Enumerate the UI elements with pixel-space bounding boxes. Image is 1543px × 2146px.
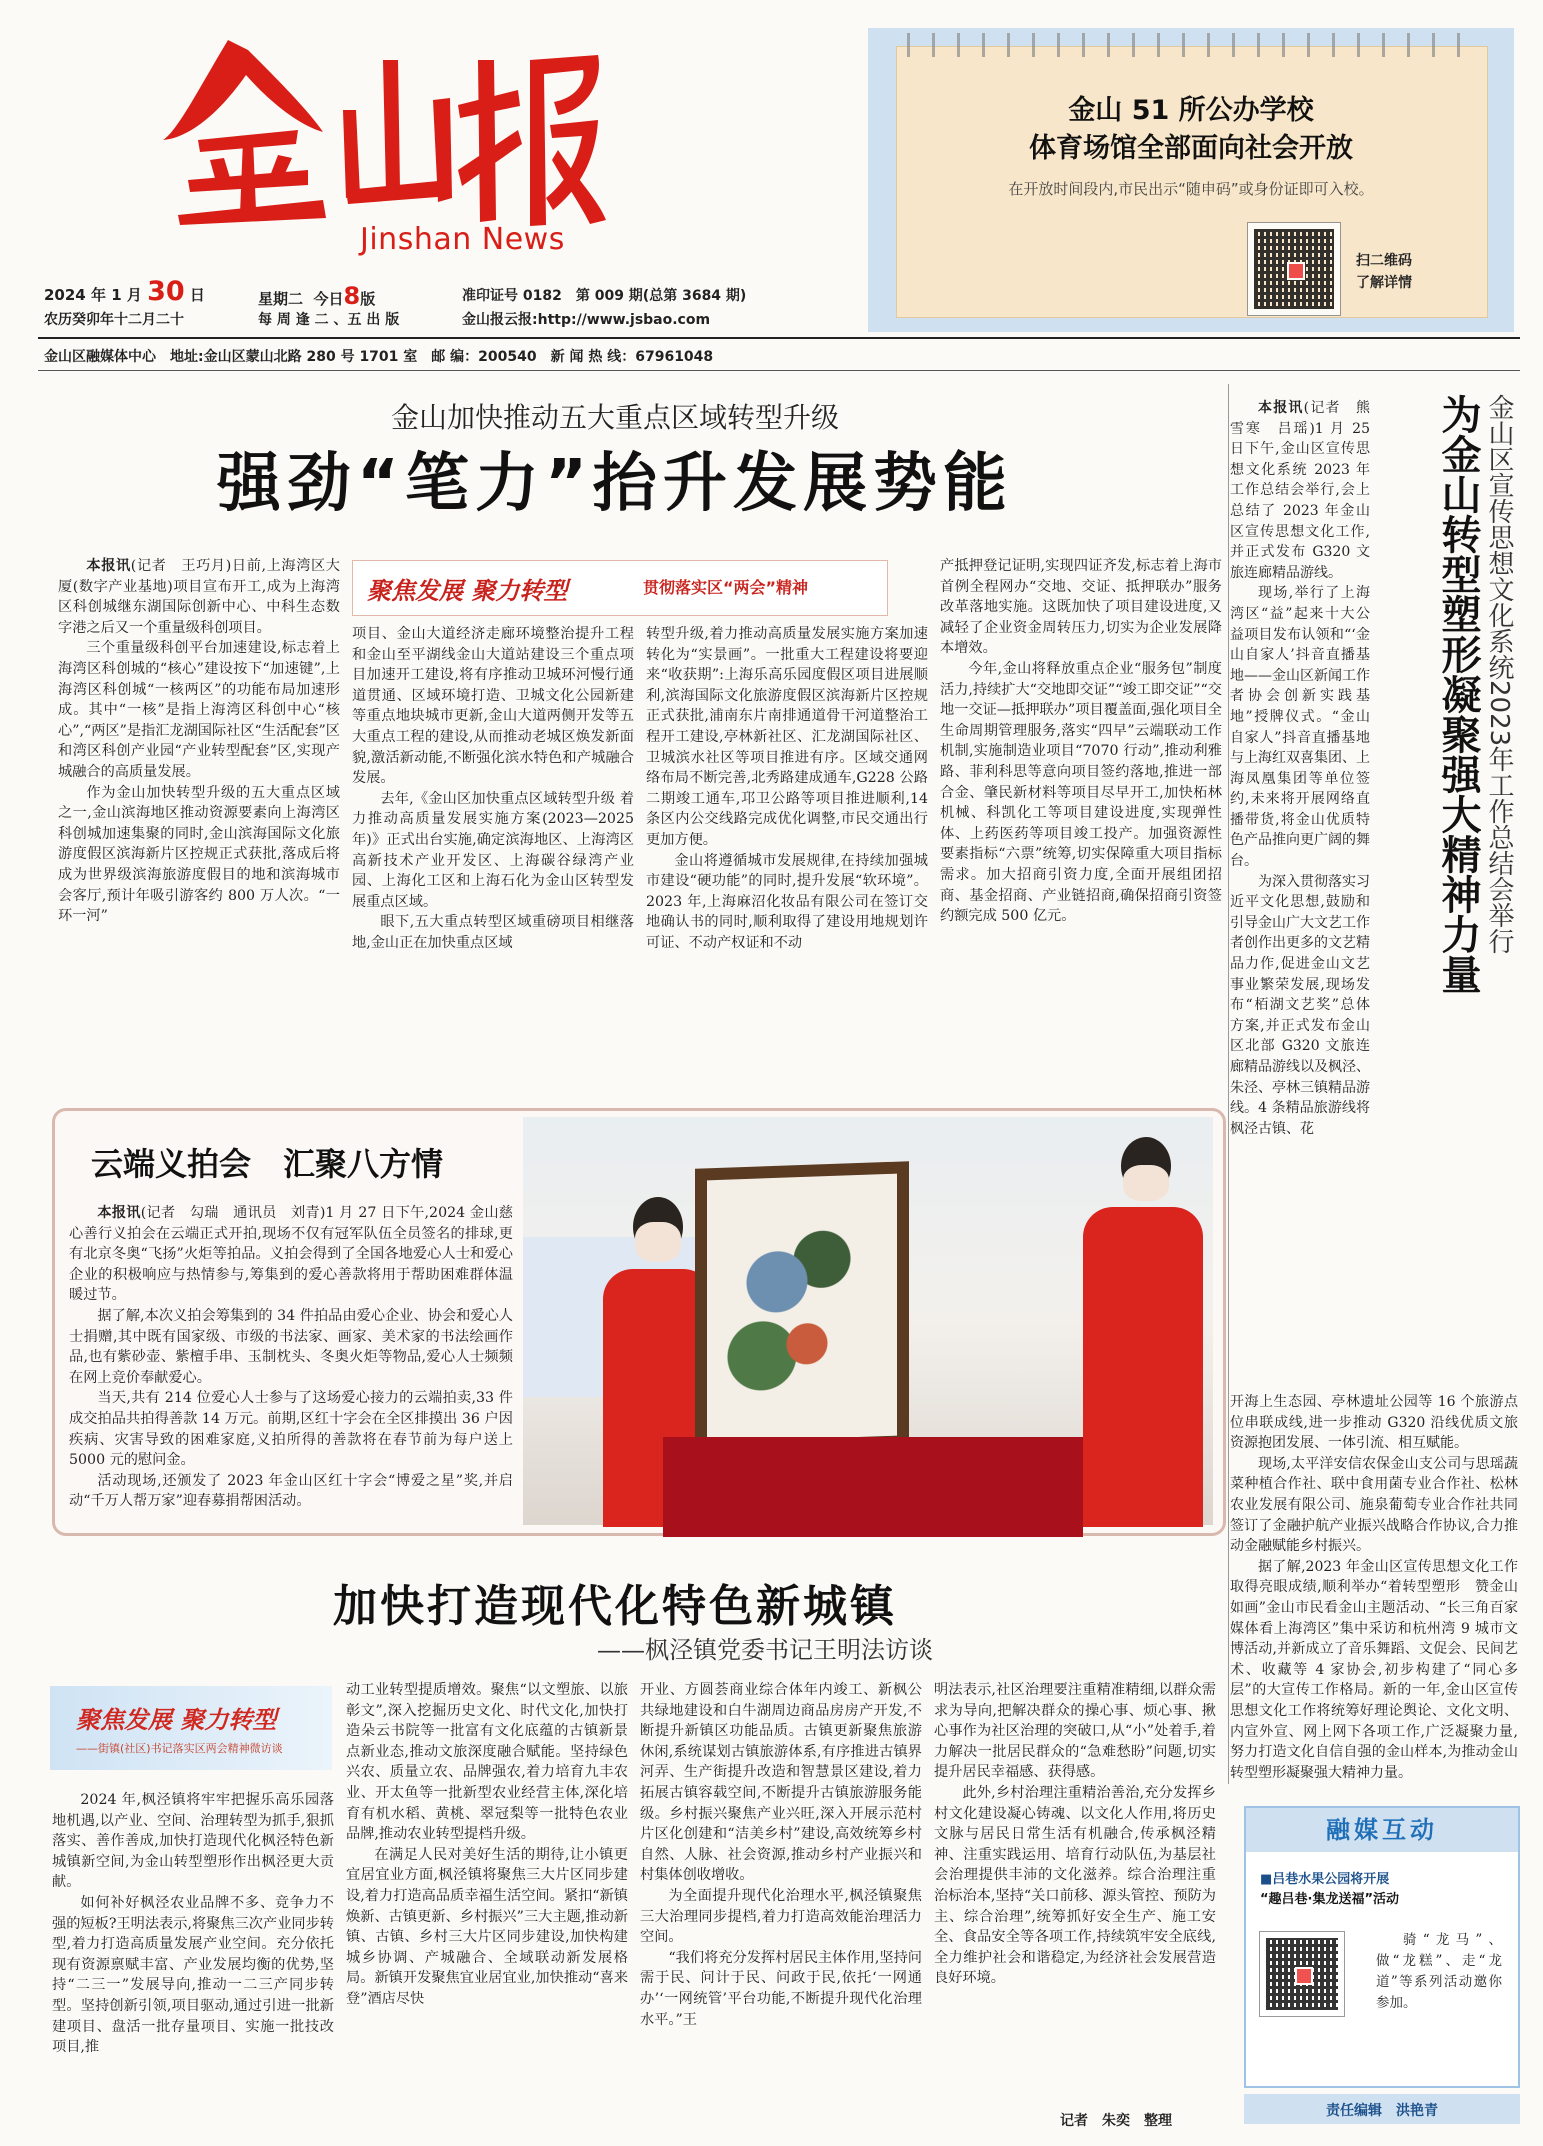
town-col2-p2: 在满足人民对美好生活的期待,让小镇更宜居宜业方面,枫泾镇将聚焦三大片区同步建设,着力打造高品质幸福生活空间。紧扣“新镇焕新、古镇更新、乡村振兴”三大主题,推动新镇、古镇、乡村三大片区同步建设,加快构建城乡协调、产城融合、全域联动新发展格局。新镇开发聚焦宜业居宜业,加快推动“喜来登”酒店尽快 (346, 1846, 628, 2007)
qr-logo-icon (1287, 262, 1305, 280)
town-banner-title: 聚焦发展 聚力转型 (76, 1706, 277, 1734)
lead-col-4 (940, 556, 1222, 1090)
town-credit: 记者 朱奕 整理 (1060, 2113, 1172, 2129)
town-col3-p3: “我们将充分发挥村居民主体作用,坚持问需于民、问计于民、问政于民,依托‘一网通办’‘一网统管’平台功能,不断提升现代化治理水平。”王 (640, 1949, 922, 2028)
auction-text (69, 1203, 513, 1523)
qr-logo-icon (1295, 1967, 1313, 1985)
masthead-logo (158, 20, 608, 230)
notice-title-2: 体育场馆全部面向社会开放 (1029, 133, 1353, 164)
right-headline: 为金山转型塑形凝聚强大精神力量 (1435, 394, 1481, 994)
town-col3-p1: 开业、方圆荟商业综合体年内竣工、新枫公共绿地建设和白牛湖周边商品房房产开发,不断提升新镇区功能品质。古镇更新聚焦旅游休闲,系统谋划古镇旅游体系,有序推进古镇界河弄、生产街提升改造和智慧景区建设,着力拓展古镇容载空间,不断提升古镇旅游服务能级。乡村振兴聚焦产业兴旺,深入开展示范村片区化创建和“洁美乡村”建设,高效统筹乡村自然、人脉、社会资源,推动乡村产业振兴和村集体创收增收。 (640, 1682, 922, 1884)
notice-qr-code[interactable] (1248, 223, 1340, 315)
issue-date (44, 276, 205, 307)
photo-person-right (1083, 1137, 1203, 1527)
right-p6: 据了解,2023 年金山区宣传思想文化工作取得亮眼成绩,顺利举办“着转型塑形 赞金山如画”金山市民看金山主题活动、“长三角百家媒体看上海湾区”集中采访和杭州湾 9 城市文博活动,并新成立了音乐舞蹈、文促会、民间艺术、收藏等 4 家协会,初步构建了“同心多层”的大宣传工作格局。新的一年,金山区宣传思想文化工作将统筹好理论舆论、文化文明、内宣外宣、网上网下各项工作,广泛凝聚力量,努力打造文化自信自强的金山样本,为推动金山转型塑形凝聚强大精神力量。 (1230, 1558, 1518, 1781)
auction-box (52, 1108, 1226, 1536)
town-col-4 (934, 1680, 1216, 2100)
media-qr-code[interactable] (1260, 1932, 1344, 2016)
lead-col4-p2: 今年,金山将释放重点企业“服务包”制度活力,持续扩大“交地即交证”“竣工即交证”“交地一交证—抵押联办”项目覆盖面,强化项目全生命周期管理服务,落实“四早”云端联动工作机制,实施制造业项目“7070 行动”,推动利雅路、菲利科思等意向项目签约落地,推进一部合金、肇民新材料等项目尽早开工,加快柘林机械、科凯化工等项目建设进度,实现弹性体、上药医药等项目竣工投产。加强资源性要素指标“六票”统筹,切实保障重大项目指标需求。加大招商引资力度,全面开展组团招商、基金招商、产业链招商,确保招商引资签约额完成 500 亿元。 (940, 660, 1222, 925)
auction-p4: 活动现场,还颁发了 2023 年金山区红十字会“博爱之星”奖,并启动“千万人帮万家”迎春募捐帮困活动。 (69, 1472, 513, 1510)
masthead-bottom-rule (38, 370, 1520, 371)
town-col-2 (346, 1680, 628, 2132)
lead-headline: 强劲“笔力”抬升发展势能 (216, 447, 1014, 521)
lead-byline-tag: 本报讯 (86, 558, 131, 574)
publish-schedule: 每 周 逢 二 、五 出 版 (258, 312, 400, 328)
right-wide-col (1230, 1392, 1518, 1781)
right-p2: 现场,举行了上海湾区“益”起来十大公益项目发布认领和“‘金山自家人’抖音直播基地——金山区新闻工作者协会创新实践基地”授牌仪式。“金山自家人”抖音直播基地与上海红双喜集团、上海凤凰集团等单位签约,未来将开展网络直播带货,将金山优质特色产品推向更广阔的舞台。 (1230, 585, 1370, 870)
right-p3: 为深入贯彻落实习近平文化思想,鼓励和引导金山广大文艺工作者创作出更多的文艺精品力作,促进金山文艺事业繁荣发展,现场发布“栢湖文艺奖”总体方案,并正式发布金山区北部 G320 文旅连廊精品游线以及枫泾、朱泾、亭林三镇精品游线。4 条精品旅游线将枫泾古镇、花 (1230, 873, 1370, 1137)
auction-headline: 云端义拍会 汇聚八方情 (91, 1145, 444, 1183)
town-banner-sub: ——街镇(社区)书记落实区两会精神微访谈 (76, 1742, 283, 1755)
right-p1: 1 月 25 日下午,金山区宣传思想文化系统 2023 年工作总结会举行,会上总结了 2023 年金山区宣传思想文化工作,并正式发布 G320 文旅连廊精品游线。 (1230, 420, 1370, 581)
town-col4-p1: 明法表示,社区治理要注重精准精细,以群众需求为导向,把解决群众的操心事、烦心事、揪心事作为社区治理的突破口,从“小”处着手,着力解决一批居民群众的“急难愁盼”问题,切实提升居民幸福感、获得感。 (934, 1682, 1216, 1781)
masthead-rule (38, 337, 1520, 339)
town-col2-p1: 动工业转型提质增效。聚焦“以文塑旅、以旅彰文”,深入挖掘历史文化、时代文化,加快打造朵云书院等一批富有文化底蕴的古镇新景点新业态,推动文旅深度融合赋能。坚持绿色兴农、质量立农、品牌强农,着力培育九丰农业、开太鱼等一批新型农业经营主体,深化培育有机水稻、黄桃、翠冠梨等一批特色农业品牌,推动农业转型提档升级。 (346, 1682, 628, 1843)
lead-col3-p1: 转型升级,着力推动高质量发展实施方案加速转化为“实景画”。一批重大工程建设将要迎来“收获期”:上海乐高乐园度假区项目进展顺利,滨海国际文化旅游度假区滨海新片区控规正式获批,浦南东片南排通道骨干河道整治工程开工建设,亭林新社区、汇龙湖国际社区、卫城滨水社区等项目推进有序。区域交通网络布局不断完善,北秀路建成通车,G228 公路二期竣工通车,邛卫公路等项目推进顺利,14 条区内公交线路完成优化调整,市民交通出行更加方便。 (646, 626, 928, 848)
lead-col4-p1: 产抵押登记证明,实现四证齐发,标志着上海市首例全程网办“交地、交证、抵押联办”服务改革落地实施。这既加快了项目建设进度,又减轻了企业资金周转压力,切实为企业发展降本增效。 (940, 558, 1222, 657)
lead-col2-p2: 去年,《金山区加快重点区域转型升级 着力推动高质量发展实施方案(2023—2025 年)》正式出台实施,确定滨海地区、上海湾区高新技术产业开发区、上海碳谷绿湾产业园、上海化工区和上海石化为金山区转型发展重点区域。 (352, 790, 634, 910)
right-column-divider (1228, 384, 1229, 1784)
town-col-3 (640, 1680, 922, 2132)
lead-col2-p3: 眼下,五大重点转型区域重磅项目相继落地,金山正在加快重点区域 (352, 914, 634, 951)
town-headline: 加快打造现代化特色新城镇 (333, 1581, 897, 1632)
town-col-1 (52, 1790, 334, 2132)
notice-title-1: 金山 51 所公办学校 (1068, 95, 1314, 126)
permit-number: 准印证号 0182 第 009 期(总第 3684 期) (462, 288, 747, 304)
photo-table (663, 1437, 1083, 1537)
masthead (0, 0, 870, 380)
lead-col2-p1: 项目、金山大道经济走廊环境整治提升工程和金山至平湖线金山大道站建设三个重点项目加速开工建设,将有序推动卫城环河慢行通道贯通、区域环境打造、卫城文化公园新建等重点地块城市更新,金山大道两侧开发等五大重点工程的建设,从而推动老城区焕发新面貌,激活新动能,不断强化滨水特色和产城融合发展。 (352, 626, 634, 787)
lead-col-2 (352, 624, 634, 1090)
pages-count: 8 (343, 282, 361, 310)
auction-p3: 当天,共有 214 位爱心人士参与了这场爱心接力的云端拍卖,33 件成交拍品共拍得善款 14 万元。前期,区红十字会在全区排摸出 36 户因疾病、灾害导致的困难家庭,义拍所得的善款将在春节前为每户送上 5000 元的慰问金。 (69, 1390, 513, 1469)
town-col3-p2: 为全面提升现代化治理水平,枫泾镇聚焦三大治理同步提档,着力打造高效能治理活力空间。 (640, 1887, 922, 1946)
lead-banner (352, 560, 888, 616)
lead-byline: (记者 王巧月) (130, 558, 232, 574)
auction-photo (523, 1117, 1213, 1525)
right-narrow-col (1230, 398, 1370, 1384)
lead-col-3 (646, 624, 928, 1090)
pages-label: 今日 (313, 290, 344, 308)
editor-credit: 责任编辑 洪艳青 (1326, 2103, 1438, 2119)
lead-kicker: 金山加快推动五大重点区域转型升级 (390, 401, 839, 434)
media-promo-text: 骑“龙马”、做“龙糕”、走“龙道”等系列活动邀你参加。 (1376, 1932, 1502, 2011)
notice-scan-line-2: 了解详情 (1356, 275, 1412, 291)
town-col1-p2: 如何补好枫泾农业品牌不多、竞争力不强的短板?王明法表示,将聚焦三次产业同步转型,着力打造高质量发展产业空间。充分依托现有资源禀赋丰富、产业发展均衡的优势,坚持“二三一”发展导向,推动一二三产同步转型。坚持创新引领,项目驱动,通过引进一批新建项目、盘活一批存量项目、实施一批技改项目,推 (52, 1894, 334, 2056)
date-year-month: 2024 年 1 月 (44, 286, 142, 304)
notice-rings (907, 33, 1477, 57)
weekday: 星期二 (258, 290, 304, 308)
town-banner (50, 1686, 332, 1770)
date-ri: 日 (189, 286, 205, 304)
weekday-pages (258, 282, 375, 310)
lead-col1-p2: 三个重量级科创平台加速建设,标志着上海湾区科创城的“核心”建设按下“加速键”,上海湾区科创城“一核两区”的功能布局加速形成。其中“一核”是指上海湾区科创中心“核心”,“两区”是指汇龙湖国际社区“生活配套”区和湾区科创产业园“产业转型配套”区,实现产城融合的高质量发展。 (58, 640, 340, 780)
lead-col1-p3: 作为金山加快转型升级的五大重点区域之一,金山滨海地区推动资源要素向上海湾区科创城加速集聚的同时,金山滨海国际文化旅游度假区滨海新片区控规正式获批,落成后将成为世界级滨海旅游度假目的地和滨海城市会客厅,预计年吸引游客约 800 万人次。“一环一河” (58, 784, 340, 925)
lead-col-1 (58, 556, 340, 1090)
lead-col3-p2: 金山将遵循城市发展规律,在持续加强城市建设“硬功能”的同时,提升发展“软环境”。2023 年,上海麻沼化妆品有限公司在签订交地确认书的同时,顺利取得了建设用地规划许可证、不动产权证和不动 (646, 852, 928, 951)
auction-byline-tag: 本报讯 (97, 1205, 141, 1221)
lead-col1-p1: 日前,上海湾区大厦(数字产业基地)项目宣布开工,成为上海湾区科创城继东湖国际创新中心、中科生态数字港之后又一个重量级科创项目。 (58, 558, 340, 636)
right-p5: 现场,太平洋安信农保金山支公司与思瑶蔬菜种植合作社、联中食用菌专业合作社、松林农业发展有限公司、施泉葡萄专业合作社共同签订了金融护航产业振兴战略合作协议,合力推动金融赋能乡村振兴。 (1230, 1455, 1518, 1555)
logo-calligraphy (158, 20, 608, 230)
notice-box (868, 28, 1514, 332)
pages-unit: 版 (360, 290, 376, 308)
right-p4: 开海上生态园、亭林遗址公园等 16 个旅游点位串联成线,进一步推动 G320 沿线优质文旅资源抱团发展、一体引流、相互赋能。 (1230, 1394, 1518, 1452)
lead-banner-left: 聚焦发展 聚力转型 (367, 576, 568, 605)
photo-painting (695, 1161, 909, 1454)
media-box (1244, 1806, 1520, 2088)
date-day: 30 (147, 276, 185, 307)
notice-body: 在开放时间段内,市民出示“随申码”或身份证即可入校。 (1008, 180, 1374, 198)
website[interactable]: 金山报云报:http://www.jsbao.com (462, 312, 711, 328)
media-promo (1376, 1930, 1502, 2040)
notice-scan-line-1: 扫二维码 (1356, 253, 1412, 269)
right-byline: (记者 熊雪寒 吕瑶) (1230, 400, 1370, 437)
media-title: 融媒互动 (1246, 1808, 1518, 1852)
town-col1-p1: 2024 年,枫泾镇将牢牢把握乐高乐园落地机遇,以产业、空间、治理转型为抓手,狠抓落实、善作善成,加快打造现代化枫泾特色新城镇新空间,为金山转型塑形作出枫泾更大贡献。 (52, 1792, 334, 1891)
auction-p1: 1 月 27 日下午,2024 金山慈心善行义拍会在云端正式开拍,现场不仅有冠军队伍全员签名的排球,更有北京冬奥“飞扬”火炬等拍品。义拍会得到了全国各地爱心人士和爱心企业的积极响应与热情参与,筹集到的爱心善款将用于帮助困难群体温暖过节。 (69, 1205, 513, 1304)
town-subhead: ——枫泾镇党委书记王明法访谈 (597, 1636, 933, 1664)
right-story (1230, 380, 1520, 1810)
lead-banner-right: 贯彻落实区“两会”精神 (643, 578, 809, 597)
lunar-date: 农历癸卯年十二月二十 (44, 312, 184, 328)
right-byline-tag: 本报讯 (1258, 400, 1304, 416)
right-subhead: 金山区宣传思想文化系统2023年工作总结会举行 (1484, 394, 1514, 955)
auction-p2: 据了解,本次义拍会筹集到的 34 件拍品由爱心企业、协会和爱心人士捐赠,其中既有国家级、市级的书法家、画家、美术家的书法绘画作品,也有紫砂壶、紫檀手串、玉制枕头、冬奥火炬等物品,爱心人士频频在网上竞价奉献爱心。 (69, 1307, 513, 1386)
media-item-title-1: ■吕巷水果公园将开展 (1260, 1872, 1390, 1887)
masthead-english-name: Jinshan News (360, 222, 565, 257)
media-item-title-2: “趣吕巷·集龙送福”活动 (1260, 1892, 1400, 1907)
town-col4-p2: 此外,乡村治理注重精治善治,充分发挥乡村文化建设凝心铸魂、以文化人作用,将历史文脉与居民日常生活有机融合,传承枫泾精神、注重实践运用、培育行动队伍,为基层社会治理提供丰沛的文化滋养。综合治理注重治标治本,坚持“关口前移、源头管控、预防为主、综合治理”,统筹抓好安全生产、施工安全、食品安全等各项工作,持续筑牢安全底线,全力维护社会和谐稳定,为经济社会发展营造良好环境。 (934, 1784, 1216, 1987)
masthead-info-line: 金山区融媒体中心 地址:金山区蒙山北路 280 号 1701 室 邮 编：200540 新 闻 热 线：67961048 (44, 349, 714, 365)
editor-bar (1244, 2094, 1520, 2124)
auction-byline: (记者 勾瑞 通讯员 刘青) (140, 1205, 326, 1221)
